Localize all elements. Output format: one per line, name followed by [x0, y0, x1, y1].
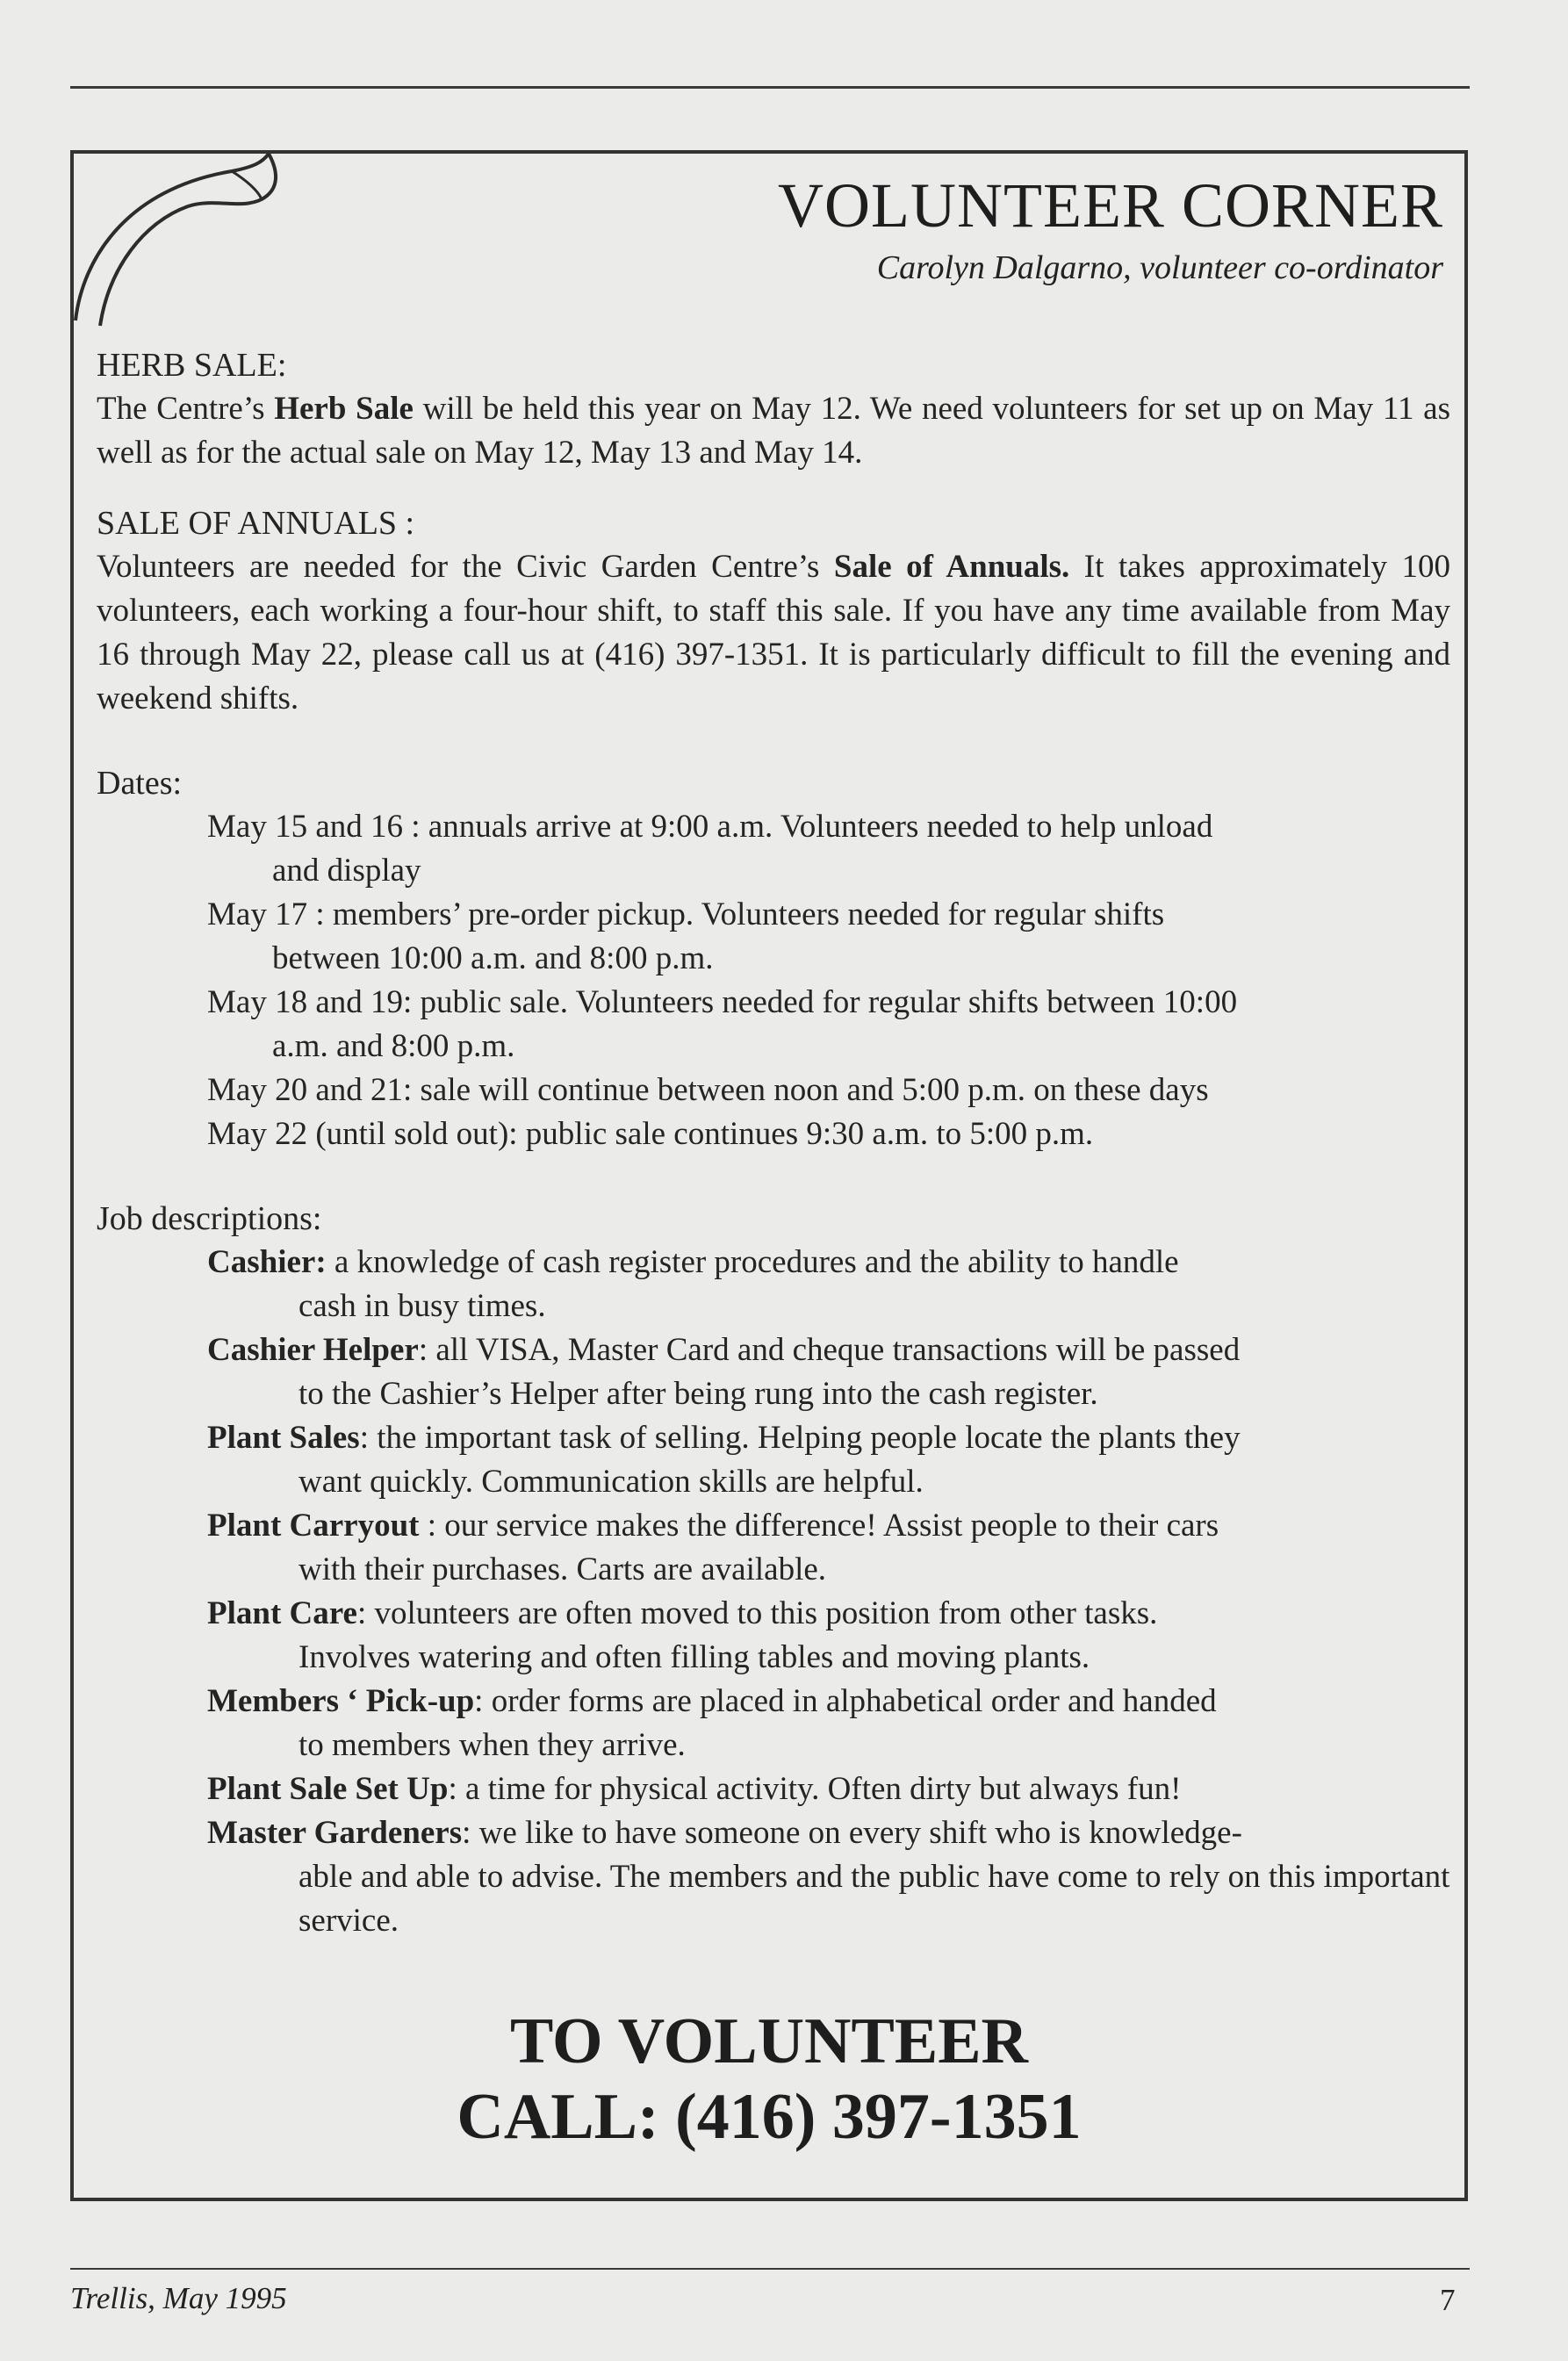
footer-publication: Trellis, May 1995	[70, 2281, 287, 2315]
job-item: Cashier Helper: all VISA, Master Card and cheque transactions will be passed to the Cashier’s Helper after being rung into the cash register.	[207, 1332, 1241, 1412]
herb-sale-text-post: will be held this year on May 12. We need volunteers for set up on May 11 as well as for the actual sale on May 12, May 13 and May 14.	[97, 391, 1451, 471]
job-item: Plant Carryout : our service makes the difference! Assist people to their cars with their purchases. Carts are available.	[207, 1508, 1219, 1587]
dates-list	[97, 805, 1450, 1156]
page-curl-ornament	[74, 154, 284, 329]
dates-heading: Dates:	[97, 765, 183, 802]
annuals-bold: Sale of Annuals.	[833, 549, 1070, 585]
herb-sale-heading: HERB SALE:	[97, 347, 287, 384]
job-item: Plant Sale Set Up: a time for physical activity. Often dirty but always fun!	[207, 1771, 1182, 1807]
date-item: May 15 and 16 : annuals arrive at 9:00 a.m. Volunteers needed to help unload and display	[207, 809, 1213, 889]
annuals-heading: SALE OF ANNUALS :	[97, 505, 415, 542]
job-item: Plant Sales: the important task of selling. Helping people locate the plants they want quickly. Communication skills are helpful.	[207, 1420, 1241, 1500]
date-item: May 18 and 19: public sale. Volunteers needed for regular shifts between 10:00 a.m. and 8:00 p.m.	[207, 984, 1238, 1064]
volunteer-corner-box	[70, 150, 1468, 2201]
byline: Carolyn Dalgarno, volunteer co-ordinator	[876, 249, 1443, 286]
jobs-list	[97, 1241, 1450, 1943]
content-body	[97, 343, 1450, 1943]
cta-line-1: TO VOLUNTEER	[509, 2005, 1028, 2077]
date-item: May 20 and 21: sale will continue between noon and 5:00 p.m. on these days	[207, 1072, 1209, 1108]
page-title: VOLUNTEER CORNER	[778, 170, 1443, 241]
job-item: Master Gardeners: we like to have someone on every shift who is knowledge- able and able to advise. The members and the public have come to rely on this important service.	[207, 1815, 1450, 1939]
annuals-text	[97, 545, 1450, 721]
bottom-rule	[70, 2268, 1470, 2270]
cta-phone: CALL: (416) 397-1351	[457, 2081, 1082, 2153]
job-item: Cashier: a knowledge of cash register procedures and the ability to handle cash in busy times.	[207, 1244, 1179, 1324]
herb-sale-text-pre: The Centre’s	[97, 391, 275, 427]
date-item: May 17 : members’ pre-order pickup. Volunteers needed for regular shifts between 10:00 a.m. and 8:00 p.m.	[207, 896, 1165, 976]
annuals-text-pre: Volunteers are needed for the Civic Garden Centre’s	[97, 549, 834, 585]
jobs-heading: Job descriptions:	[97, 1200, 322, 1237]
page-number: 7	[1440, 2283, 1456, 2317]
herb-sale-bold: Herb Sale	[274, 391, 414, 427]
annuals-text-post: It takes approximately 100 volunteers, each working a four-hour shift, to staff this sale. If you have any time available from May 16 through May 22, please call us at (416) 397-1351. It is particularly difficult to fill the evening and weekend shifts.	[97, 549, 1450, 716]
date-item: May 22 (until sold out): public sale continues 9:30 a.m. to 5:00 p.m.	[207, 1116, 1094, 1152]
herb-sale-text	[97, 387, 1450, 475]
top-rule	[70, 86, 1470, 89]
job-item: Members ‘ Pick-up: order forms are placed in alphabetical order and handed to members when they arrive.	[207, 1683, 1217, 1763]
job-item: Plant Care: volunteers are often moved to this position from other tasks. Involves watering and often filling tables and moving plants.	[207, 1595, 1158, 1675]
